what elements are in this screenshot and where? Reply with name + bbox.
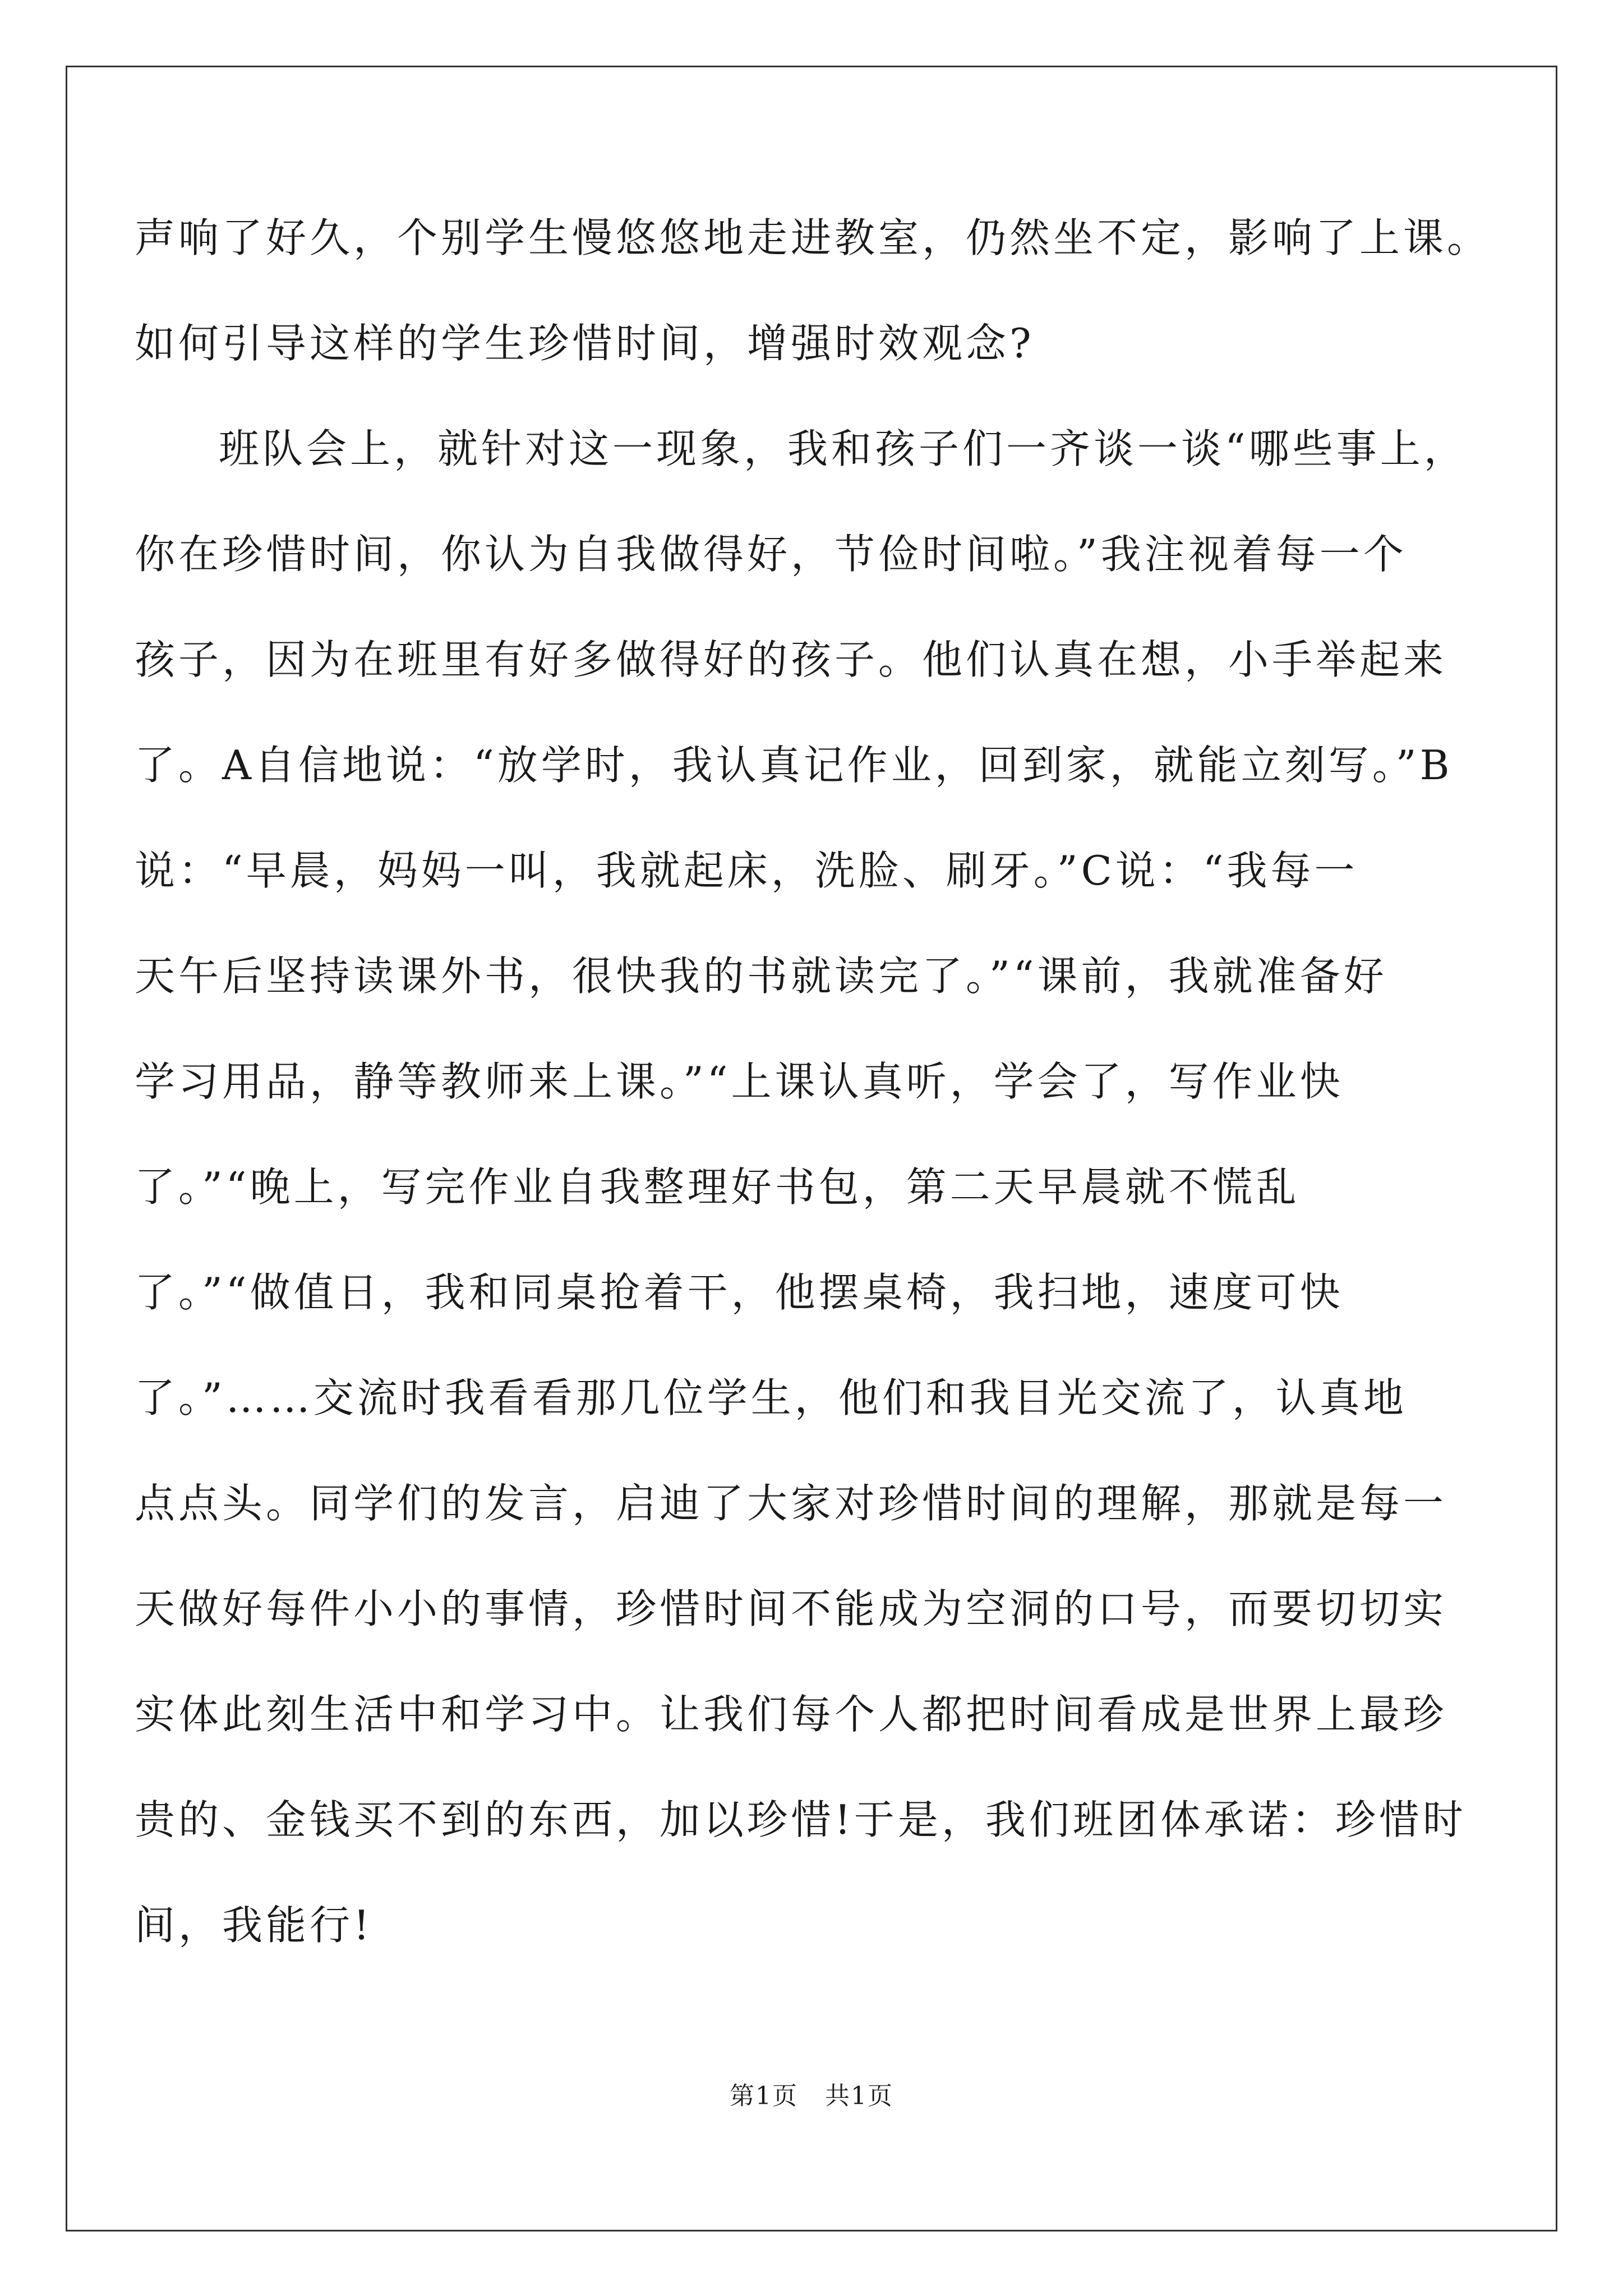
- paragraph-line: 声响了好久，个别学生慢悠悠地走进教室，仍然坐不定，影响了上课。: [135, 214, 1491, 261]
- paragraph-line: 实体此刻生活中和学习中。让我们每个人都把时间看成是世界上最珍: [135, 1691, 1447, 1738]
- paragraph-line: 了。A自信地说：“放学时，我认真记作业，回到家，就能立刻写。”B: [135, 742, 1453, 789]
- paragraph-line: 你在珍惜时间，你认为自我做得好，节俭时间啦。”我注视着每一个: [135, 531, 1407, 578]
- paragraph-line: 贵的、金钱买不到的东西，加以珍惜!于是，我们班团体承诺：珍惜时: [135, 1796, 1467, 1843]
- paragraph-line: 间，我能行!: [135, 1902, 373, 1949]
- paragraph-line: 了。”“做值日，我和同桌抢着干，他摆桌椅，我扫地，速度可快: [135, 1269, 1344, 1316]
- paragraph-line: 说：“早晨，妈妈一叫，我就起床，洗脸、刷牙。”C说：“我每一: [135, 847, 1358, 894]
- paragraph-line: 了。”“晚上，写完作业自我整理好书包，第二天早晨就不慌乱: [135, 1163, 1300, 1211]
- paragraph-line: 孩子，因为在班里有好多做得好的孩子。他们认真在想，小手举起来: [135, 636, 1447, 683]
- paragraph-line: 了。”……交流时我看看那几位学生，他们和我目光交流了，认真地: [135, 1374, 1407, 1421]
- paragraph-line: 天午后坚持读课外书，很快我的书就读完了。”“课前，我就准备好: [135, 953, 1387, 1000]
- paragraph-line: 如何引导这样的学生珍惜时间，增强时效观念?: [135, 320, 1035, 367]
- document-body: [135, 185, 1492, 1978]
- paragraph-line: 学习用品，静等教师来上课。”“上课认真听，学会了，写作业快: [135, 1058, 1344, 1105]
- paragraph-line: 天做好每件小小的事情，珍惜时间不能成为空洞的口号，而要切切实: [135, 1585, 1447, 1632]
- paragraph-line: 班队会上，就针对这一现象，我和孩子们一齐谈一谈“哪些事上，: [219, 425, 1468, 472]
- page-number-footer: 第1页 共1页: [730, 2082, 893, 2110]
- paragraph-line: 点点头。同学们的发言，启迪了大家对珍惜时间的理解，那就是每一: [135, 1480, 1447, 1527]
